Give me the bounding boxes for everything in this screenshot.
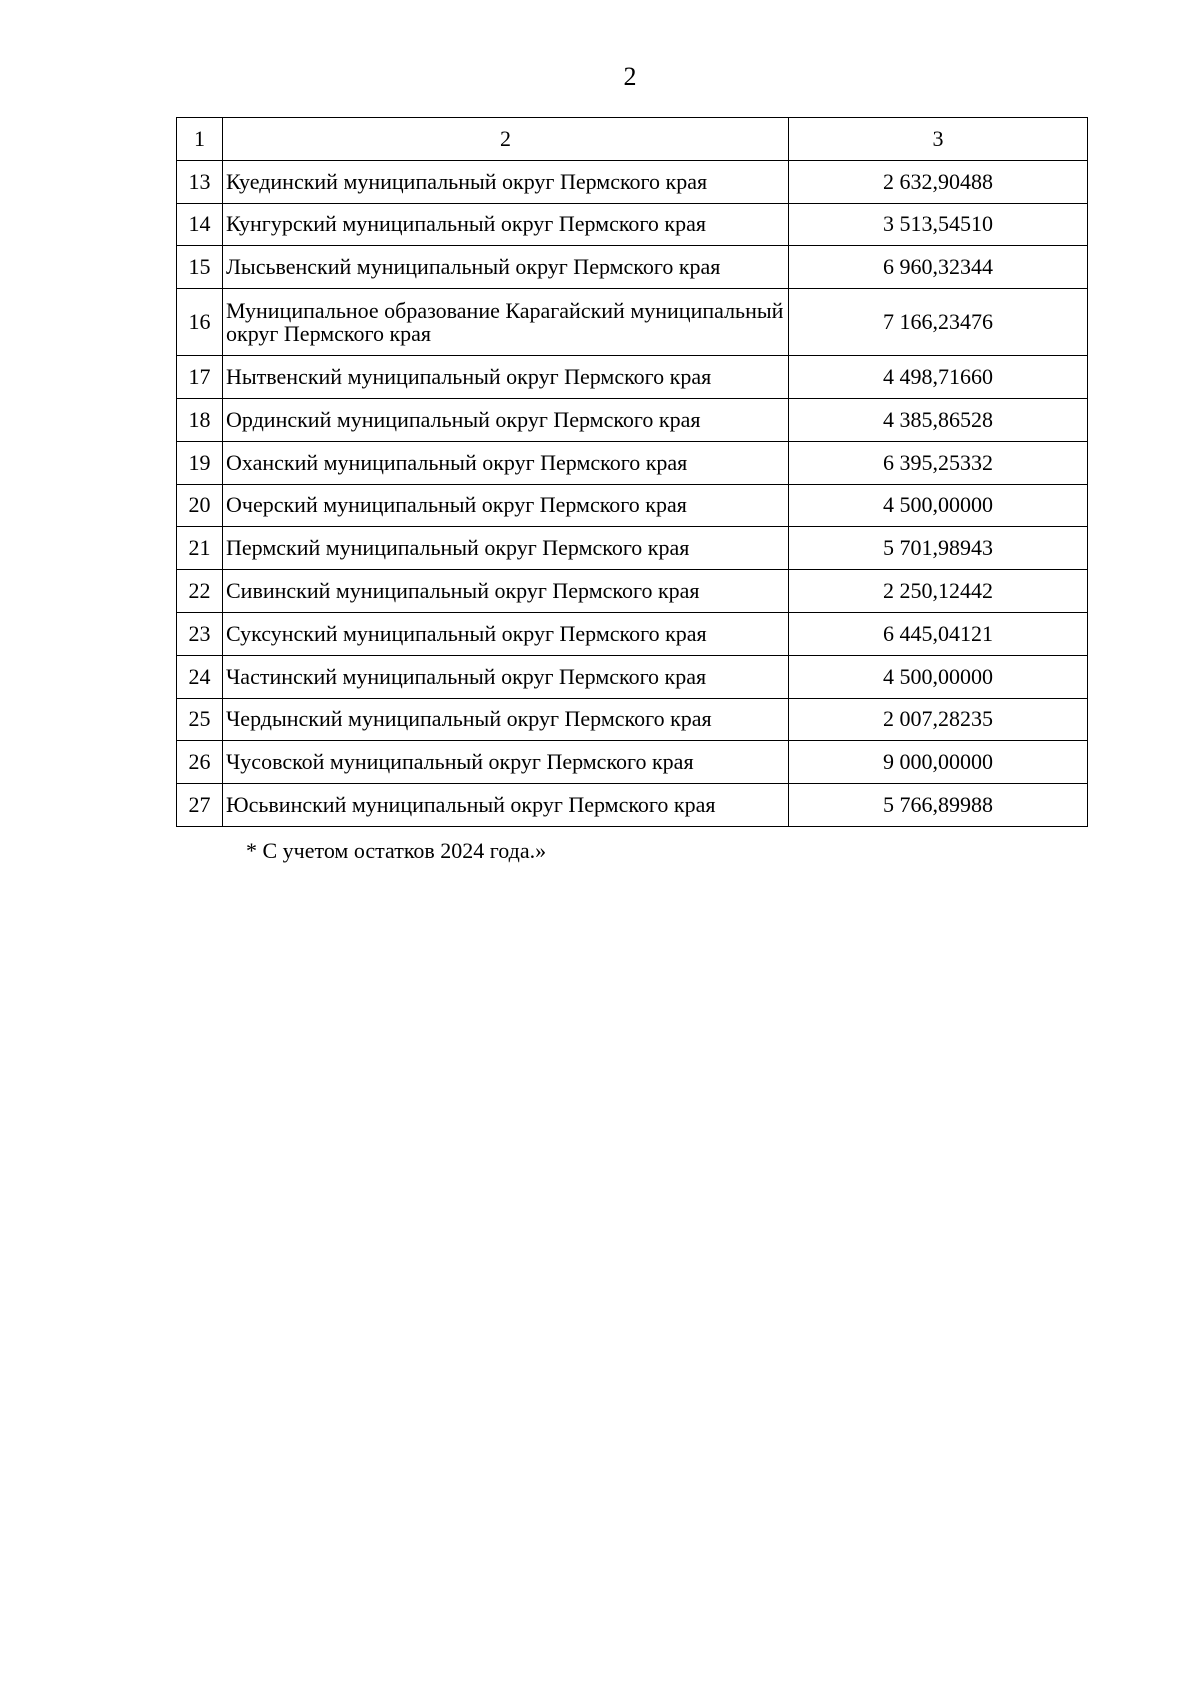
amount-value-cell: 2 250,12442 <box>789 570 1088 613</box>
row-number-cell: 14 <box>177 203 223 246</box>
table-row <box>177 698 1088 741</box>
row-number-cell: 20 <box>177 484 223 527</box>
amount-value-cell: 3 513,54510 <box>789 203 1088 246</box>
municipality-name-cell: Чусовской муниципальный округ Пермского края <box>223 741 789 784</box>
table-body <box>177 118 1088 827</box>
amount-value-cell: 2 632,90488 <box>789 160 1088 203</box>
row-number-cell: 26 <box>177 741 223 784</box>
municipality-name-cell: Муниципальное образование Карагайский муниципальный округ Пермского края <box>223 289 789 356</box>
footnote: * С учетом остатков 2024 года.» <box>246 838 547 863</box>
municipality-name-cell: Нытвенский муниципальный округ Пермского края <box>223 356 789 399</box>
row-number-cell: 21 <box>177 527 223 570</box>
municipality-name-cell: Суксунский муниципальный округ Пермского края <box>223 612 789 655</box>
amount-value-cell: 4 385,86528 <box>789 398 1088 441</box>
row-number-cell: 18 <box>177 398 223 441</box>
amount-value-cell: 6 395,25332 <box>789 441 1088 484</box>
municipality-name-cell: Пермский муниципальный округ Пермского края <box>223 527 789 570</box>
row-number-cell: 13 <box>177 160 223 203</box>
table-header-row <box>177 118 1088 161</box>
amount-value-cell: 5 701,98943 <box>789 527 1088 570</box>
row-number-cell: 23 <box>177 612 223 655</box>
municipality-name-cell: Оханский муниципальный округ Пермского края <box>223 441 789 484</box>
municipality-name-cell: Очерский муниципальный округ Пермского края <box>223 484 789 527</box>
allocation-table <box>176 117 1088 827</box>
table-row <box>177 655 1088 698</box>
table-row <box>177 160 1088 203</box>
table-row <box>177 441 1088 484</box>
row-number-cell: 19 <box>177 441 223 484</box>
header-cell-name: 2 <box>223 118 789 161</box>
row-number-cell: 22 <box>177 570 223 613</box>
table-row <box>177 527 1088 570</box>
municipality-name-cell: Чердынский муниципальный округ Пермского края <box>223 698 789 741</box>
amount-value-cell: 5 766,89988 <box>789 784 1088 827</box>
municipality-name-cell: Лысьвенский муниципальный округ Пермского края <box>223 246 789 289</box>
table-row <box>177 246 1088 289</box>
row-number-cell: 16 <box>177 289 223 356</box>
municipality-name-cell: Ординский муниципальный округ Пермского края <box>223 398 789 441</box>
table-row <box>177 741 1088 784</box>
municipality-name-cell: Кунгурский муниципальный округ Пермского края <box>223 203 789 246</box>
row-number-cell: 15 <box>177 246 223 289</box>
page-number: 2 <box>623 62 637 91</box>
amount-value-cell: 6 445,04121 <box>789 612 1088 655</box>
table-row <box>177 570 1088 613</box>
municipality-name-cell: Куединский муниципальный округ Пермского края <box>223 160 789 203</box>
amount-value-cell: 6 960,32344 <box>789 246 1088 289</box>
amount-value-cell: 4 500,00000 <box>789 655 1088 698</box>
amount-value-cell: 9 000,00000 <box>789 741 1088 784</box>
amount-value-cell: 7 166,23476 <box>789 289 1088 356</box>
header-cell-value: 3 <box>789 118 1088 161</box>
amount-value-cell: 4 498,71660 <box>789 356 1088 399</box>
row-number-cell: 17 <box>177 356 223 399</box>
table-row <box>177 289 1088 356</box>
amount-value-cell: 4 500,00000 <box>789 484 1088 527</box>
table-row <box>177 612 1088 655</box>
amount-value-cell: 2 007,28235 <box>789 698 1088 741</box>
row-number-cell: 24 <box>177 655 223 698</box>
table-row <box>177 398 1088 441</box>
municipality-name-cell: Сивинский муниципальный округ Пермского края <box>223 570 789 613</box>
table-row <box>177 784 1088 827</box>
row-number-cell: 27 <box>177 784 223 827</box>
header-cell-number: 1 <box>177 118 223 161</box>
municipality-name-cell: Юсьвинский муниципальный округ Пермского края <box>223 784 789 827</box>
table-row <box>177 203 1088 246</box>
row-number-cell: 25 <box>177 698 223 741</box>
table-row <box>177 484 1088 527</box>
table-row <box>177 356 1088 399</box>
municipality-name-cell: Частинский муниципальный округ Пермского края <box>223 655 789 698</box>
